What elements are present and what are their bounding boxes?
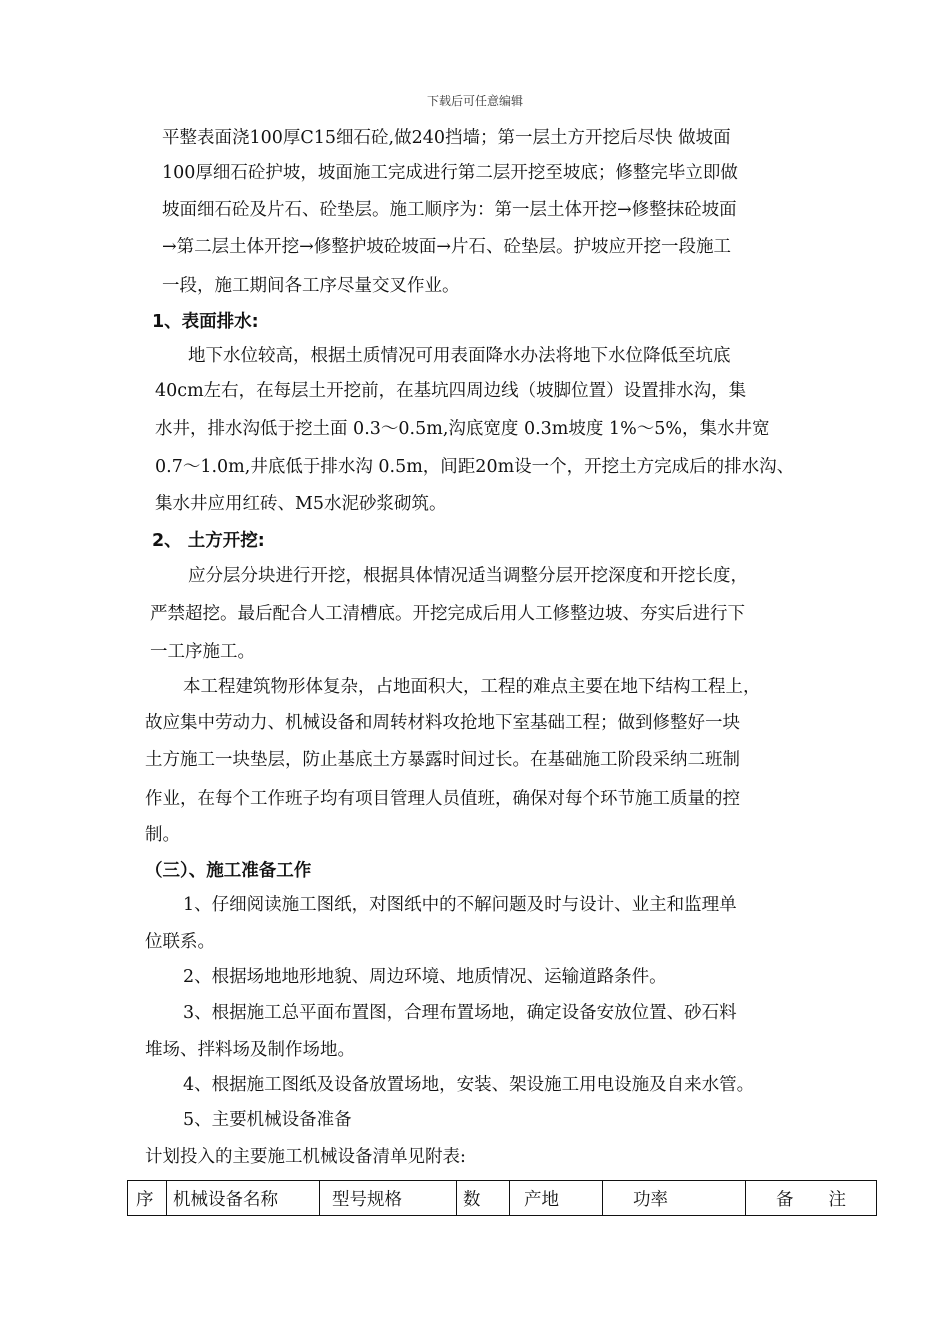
paragraph-line: 应分层分块进行开挖，根据具体情况适当调整分层开挖深度和开挖长度， bbox=[188, 566, 748, 586]
paragraph-line: 一段，施工期间各工序尽量交叉作业。 bbox=[162, 276, 460, 296]
paragraph-line: 土方施工一块垫层，防止基底土方暴露时间过长。在基础施工阶段采纳二班制 bbox=[145, 750, 740, 770]
paragraph-line: 坡面细石砼及片石、砼垫层。施工顺序为：第一层土体开挖→修整抹砼坡面 bbox=[162, 200, 737, 220]
table-header-cell: 机械设备名称 bbox=[167, 1181, 320, 1216]
paragraph-line: 4、根据施工图纸及设备放置场地，安装、架设施工用电设施及自来水管。 bbox=[183, 1075, 755, 1095]
paragraph-line: 5、主要机械设备准备 bbox=[183, 1110, 352, 1130]
paragraph-line: 故应集中劳动力、机械设备和周转材料攻抢地下室基础工程；做到修整好一块 bbox=[145, 713, 740, 733]
paragraph-line: 制。 bbox=[145, 825, 180, 845]
paragraph-line: 堆场、拌料场及制作场地。 bbox=[145, 1040, 355, 1060]
section-heading-preparation: （三）、施工准备工作 bbox=[145, 861, 312, 881]
paragraph-line: 1、仔细阅读施工图纸，对图纸中的不解问题及时与设计、业主和监理单 bbox=[183, 895, 737, 915]
section-heading-surface-drainage: 1、表面排水: bbox=[152, 312, 259, 332]
paragraph-line: 作业，在每个工作班子均有项目管理人员值班，确保对每个环节施工质量的控 bbox=[145, 789, 740, 809]
table-header-cell: 备 注 bbox=[746, 1181, 877, 1216]
paragraph-line: 地下水位较高，根据土质情况可用表面降水办法将地下水位降低至坑底 bbox=[188, 346, 731, 366]
paragraph-line: 平整表面浇100厚C15细石砼,做240挡墙；第一层土方开挖后尽快 做坡面 bbox=[162, 128, 731, 148]
paragraph-line: 一工序施工。 bbox=[150, 642, 255, 662]
table-header-row bbox=[128, 1181, 877, 1216]
paragraph-line: 3、根据施工总平面布置图，合理布置场地，确定设备安放位置、砂石料 bbox=[183, 1003, 737, 1023]
paragraph-line: 本工程建筑物形体复杂，占地面积大，工程的难点主要在地下结构工程上， bbox=[183, 677, 761, 697]
paragraph-line: 集水井应用红砖、M5水泥砂浆砌筑。 bbox=[155, 494, 447, 514]
paragraph-line: 2、根据场地地形地貌、周边环境、地质情况、运输道路条件。 bbox=[183, 967, 667, 987]
paragraph-line: 计划投入的主要施工机械设备清单见附表: bbox=[145, 1147, 466, 1167]
paragraph-line: 严禁超挖。最后配合人工清槽底。开挖完成后用人工修整边坡、夯实后进行下 bbox=[150, 604, 745, 624]
table-header-cell: 序 bbox=[128, 1181, 167, 1216]
paragraph-line: 位联系。 bbox=[145, 932, 215, 952]
section-heading-earthwork: 2、 土方开挖: bbox=[152, 531, 265, 551]
table-header-cell: 功率 bbox=[603, 1181, 746, 1216]
table-header-cell: 产地 bbox=[510, 1181, 603, 1216]
paragraph-line: →第二层土体开挖→修整护坡砼坡面→片石、砼垫层。护坡应开挖一段施工 bbox=[162, 237, 731, 257]
paragraph-line: 40cm左右，在每层土开挖前，在基坑四周边线（坡脚位置）设置排水沟，集 bbox=[155, 381, 747, 401]
paragraph-line: 100厚细石砼护坡，坡面施工完成进行第二层开挖至坡底；修整完毕立即做 bbox=[162, 163, 738, 183]
equipment-table bbox=[127, 1180, 877, 1216]
paragraph-line: 0.7～1.0m,井底低于排水沟 0.5m，间距20m设一个，开挖土方完成后的排水沟、 bbox=[155, 457, 795, 477]
paragraph-line: 水井，排水沟低于挖土面 0.3～0.5m,沟底宽度 0.3m坡度 1%～5%，集水井宽 bbox=[155, 419, 770, 439]
table-header-cell: 数 bbox=[457, 1181, 510, 1216]
table-header-cell: 型号规格 bbox=[320, 1181, 457, 1216]
page-header: 下载后可任意编辑 bbox=[426, 94, 523, 108]
